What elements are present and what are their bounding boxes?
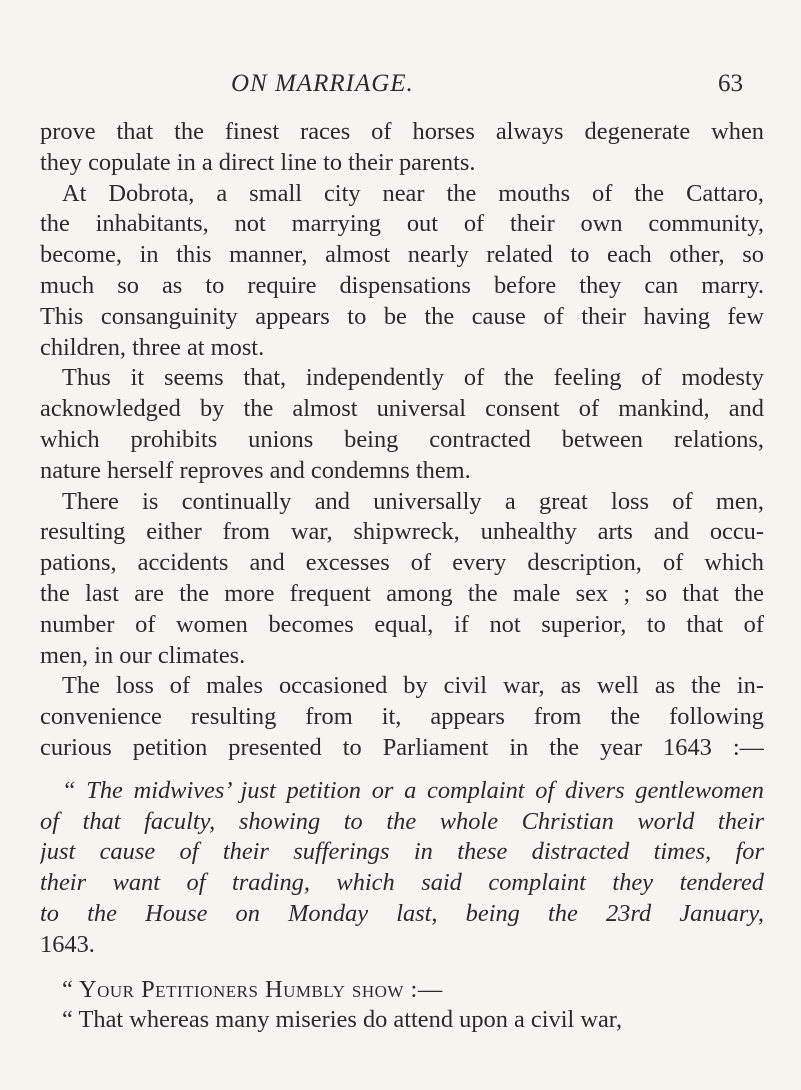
quote-line: to the House on Monday last, being the 23rd January, [40, 899, 764, 927]
quote-line: 1643. [40, 930, 95, 958]
petition-title [40, 776, 764, 961]
quote-line: just cause of their sufferings in these distracted times, for [40, 838, 764, 866]
quote-line: “ The midwives’ just petition or a complaint of divers gentlewomen [62, 776, 764, 804]
text-line: nature herself reproves and condemns them. [40, 456, 471, 484]
text-line: the inhabitants, not marrying out of their own community, [40, 210, 764, 238]
text-line: number of women becomes equal, if not superior, to that of [40, 610, 764, 638]
text-line: prove that the finest races of horses always degenerate when [40, 118, 764, 145]
petition-opening-line: “ That whereas many miseries do attend upon a civil war, [62, 1006, 623, 1034]
text-line: pations, accidents and excesses of every description, of which [40, 549, 764, 577]
body-text [40, 117, 764, 1036]
text-line: which prohibits unions being contracted between relations, [40, 425, 764, 453]
text-line: acknowledged by the almost universal consent of mankind, and [40, 395, 764, 423]
text-line: the last are the more frequent among the male sex ; so that the [40, 579, 764, 607]
text-line: much so as to require dispensations before they can marry. [40, 271, 764, 299]
text-line: resulting either from war, shipwreck, unhealthy arts and occu- [40, 518, 764, 546]
text-line: This consanguinity appears to be the cause of their having few [40, 302, 764, 330]
text-line: convenience resulting from it, appears from the following [40, 703, 764, 731]
text-line: The loss of males occasioned by civil war, as well as the in- [62, 672, 764, 700]
text-line: At Dobrota, a small city near the mouths of the Cattaro, [62, 179, 764, 207]
text-line: they copulate in a direct line to their parents. [40, 148, 476, 176]
text-line: Thus it seems that, independently of the feeling of modesty [62, 364, 764, 392]
petition-salutation: “ Your Petitioners Humbly show :— [62, 975, 443, 1003]
page-number: 63 [718, 70, 743, 97]
text-line: become, in this manner, almost nearly related to each other, so [40, 241, 764, 269]
text-line: men, in our climates. [40, 641, 246, 669]
quote-line: of that faculty, showing to the whole Christian world their [40, 807, 764, 835]
text-line: There is continually and universally a great loss of men, [62, 487, 764, 515]
quote-line: their want of trading, which said complaint they tendered [40, 869, 764, 897]
running-title: ON MARRIAGE. [231, 70, 414, 97]
text-line: children, three at most. [40, 333, 265, 361]
text-line: curious petition presented to Parliament in the year 1643 :— [40, 733, 764, 761]
